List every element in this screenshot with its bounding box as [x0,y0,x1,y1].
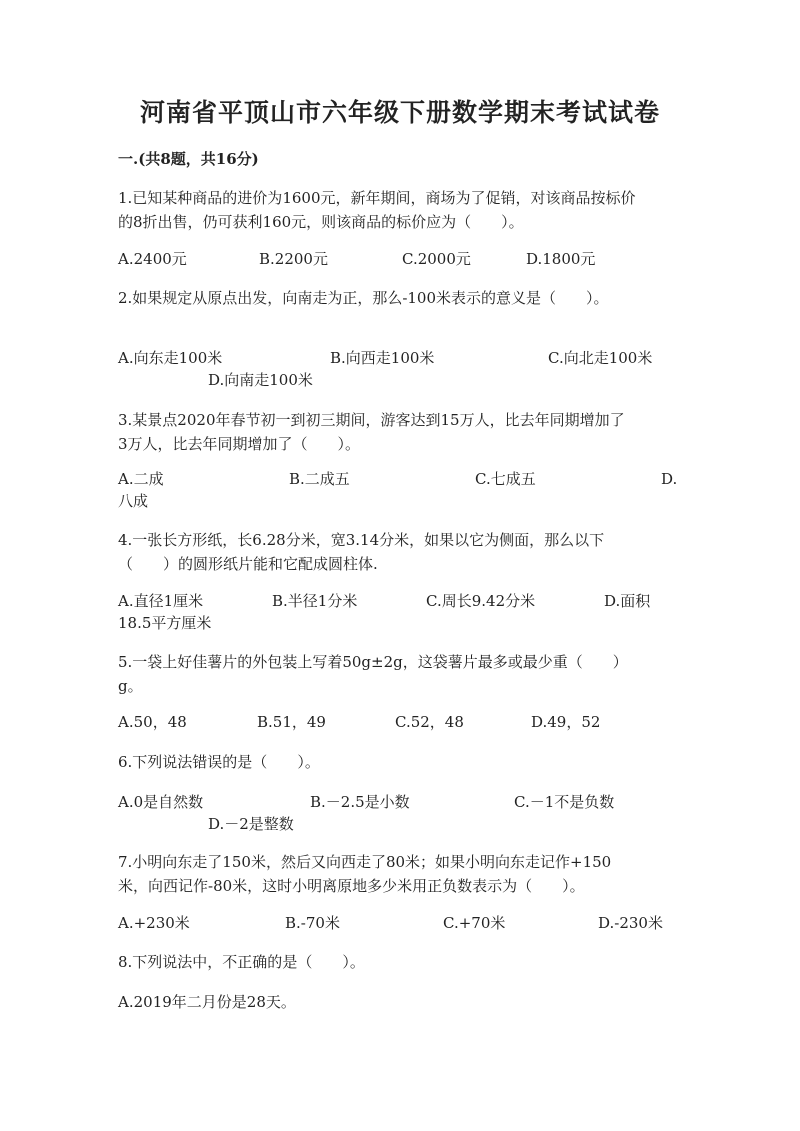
q1-option-d: D.1800元 [526,250,596,268]
q1-option-b: B.2200元 [259,250,328,268]
q7-option-d: D.-230米 [598,914,663,932]
q3-option-b: B.二成五 [289,470,350,488]
q5-option-d: D.49，52 [531,713,601,731]
question-5 [118,650,678,698]
question-7-line-2: 米，向西记作-80米，这时小明离原地多少米用正负数表示为（ ）。 [118,877,585,895]
question-4 [118,528,678,576]
question-1-line-1: 1.已知某种商品的进价为1600元，新年期间，商场为了促销，对该商品按标价 [118,189,636,207]
q2-option-a: A.向东走100米 [118,349,223,367]
question-4-line-2: （ ）的圆形纸片能和它配成圆柱体. [118,555,378,573]
question-7 [118,850,678,898]
q6-option-a: A.0是自然数 [118,793,204,811]
q4-option-b: B.半径1分米 [272,592,358,610]
q6-option-d: D.－2是整数 [208,815,294,833]
question-3 [118,408,678,456]
q3-option-d: D. [661,470,678,488]
question-7-line-1: 7.小明向东走了150米，然后又向西走了80米；如果小明向东走记作+150 [118,853,612,871]
q8-option-a: A.2019年二月份是28天。 [118,993,296,1011]
question-8-line-1: 8.下列说法中，不正确的是（ ）。 [118,953,365,971]
q4-option-d-cont: 18.5平方厘米 [118,614,212,632]
q2-option-b: B.向西走100米 [330,349,435,367]
question-6 [118,750,678,774]
question-3-line-2: 3万人，比去年同期增加了（ ）。 [118,435,361,453]
q2-option-c: C.向北走100米 [548,349,653,367]
q7-option-b: B.-70米 [285,914,340,932]
q7-option-a: A.+230米 [118,914,190,932]
q3-option-c: C.七成五 [475,470,536,488]
q6-option-b: B.－2.5是小数 [310,793,410,811]
exam-title: 河南省平顶山市六年级下册数学期末考试试卷 [139,98,660,127]
q3-option-a: A.二成 [118,470,164,488]
q4-option-c: C.周长9.42分米 [426,592,536,610]
q2-option-d: D.向南走100米 [208,371,313,389]
q5-option-b: B.51，49 [257,713,326,731]
section-header: 一.(共8题，共16分) [118,150,259,168]
question-4-line-1: 4.一张长方形纸，长6.28分米，宽3.14分米，如果以它为侧面，那么以下 [118,531,605,549]
question-6-line-1: 6.下列说法错误的是（ ）。 [118,753,320,771]
q7-option-c: C.+70米 [443,914,506,932]
question-5-line-2: g。 [118,677,143,695]
q5-option-a: A.50，48 [118,713,187,731]
q3-option-d-cont: 八成 [118,492,149,510]
question-2-line-1: 2.如果规定从原点出发，向南走为正，那么-100米表示的意义是（ ）。 [118,289,609,307]
q1-option-c: C.2000元 [402,250,471,268]
q1-option-a: A.2400元 [118,250,187,268]
q4-option-a: A.直径1厘米 [118,592,204,610]
question-1-line-2: 的8折出售，仍可获利160元，则该商品的标价应为（ ）。 [118,213,524,231]
question-5-line-1: 5.一袋上好佳薯片的外包装上写着50g±2g，这袋薯片最多或最少重（ ） [118,653,628,671]
q5-option-c: C.52，48 [395,713,464,731]
question-1 [118,186,678,234]
question-8 [118,950,678,974]
q6-option-c: C.－1不是负数 [514,793,615,811]
question-3-line-1: 3.某景点2020年春节初一到初三期间，游客达到15万人，比去年同期增加了 [118,411,625,429]
q4-option-d: D.面积 [604,592,651,610]
question-2 [118,286,678,310]
